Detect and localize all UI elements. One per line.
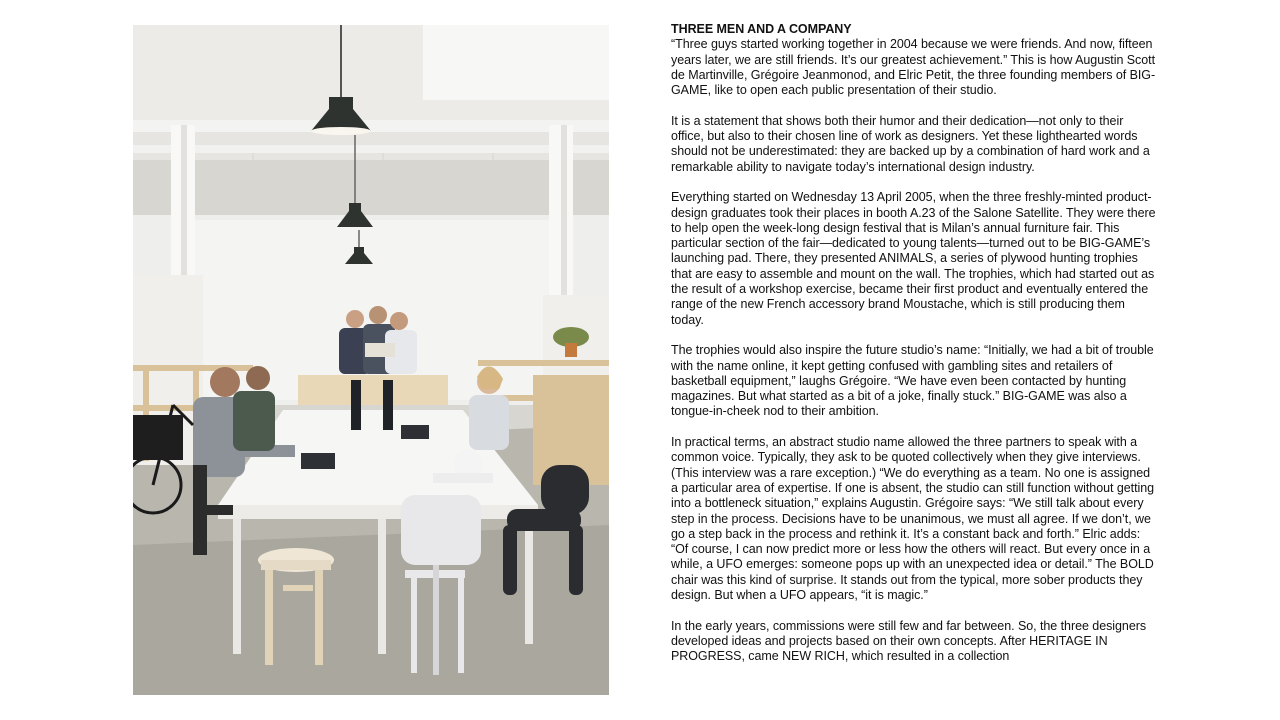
article-paragraph: In the early years, commissions were still few and far between. So, the three designers developed ideas and projects based on their own concepts. After HERITAGE IN PROGRESS, came NEW RICH, which resulted in a collection — [671, 618, 1147, 664]
article-heading: THREE MEN AND A COMPANY — [671, 22, 852, 36]
article-paragraph: “Three guys started working together in 2004 because we were friends. And now, fifteen years later, we are still friends. It’s our greatest achievement.” This is how Augustin Scott de Martinville, Grégoire Jeanmonod, and Elric Petit, the three founding members of BIG-GAME, like to open each public presentation of their studio. — [671, 37, 1156, 98]
studio-photo — [133, 25, 609, 695]
article-paragraph: The trophies would also inspire the future studio’s name: “Initially, we had a bit of trouble with the name online, it kept getting confused with gambling sites and retailers of basketball equipment,” laughs Grégoire. “We have even been contacted by hunting magazines. But what started as a bit of a joke, finally stuck.” BIG-GAME was also a tongue-in-cheek nod to their ambition. — [671, 343, 1154, 419]
article-paragraph: Everything started on Wednesday 13 April 2005, when the three freshly-minted product-design graduates took their places in booth A.23 of the Salone Satellite. They were there to help open the week-long design festival that is Milan’s annual furniture fair. This particular section of the fair—dedicated to young talents—turned out to be BIG-GAME’s launching pad. There, they presented ANIMALS, a series of plywood hunting trophies that are easy to assemble and mount on the wall. The trophies, which had started out as the result of a workshop exercise, became their first product and eventually entered the range of the new French accessory brand Moustache, which is still producing them today. — [671, 190, 1156, 327]
article-text-column — [671, 22, 1156, 680]
article-paragraph: In practical terms, an abstract studio name allowed the three partners to speak with a common voice. Typically, they ask to be quoted collectively when they give interviews. (This interview was a rare exception.) “We do everything as a team. No one is assigned a particular area of expertise. If one is absent, the studio can still function without getting into a bottleneck situation,” explains Augustin. Grégoire says: “We still talk about every step in the process. Decisions have to be unanimous, we must all agree. If we don’t, we go a step back in the process and rethink it. It’s a constant back and forth.” Elric adds: “Of course, I can now predict more or less how the others will react. But every once in a while, a UFO emerges: someone pops up with an unexpected idea or detail.” The BOLD chair was this kind of surprise. It stands out from the typical, more sober products they design. But when a UFO appears, “it is magic.” — [671, 435, 1155, 602]
article-paragraph: It is a statement that shows both their humor and their dedication—not only to their office, but also to their chosen line of work as designers. Yet these lighthearted words should not be underestimated: they are backed up by a combination of hard work and a remarkable ability to navigate today’s international design industry. — [671, 113, 1150, 174]
